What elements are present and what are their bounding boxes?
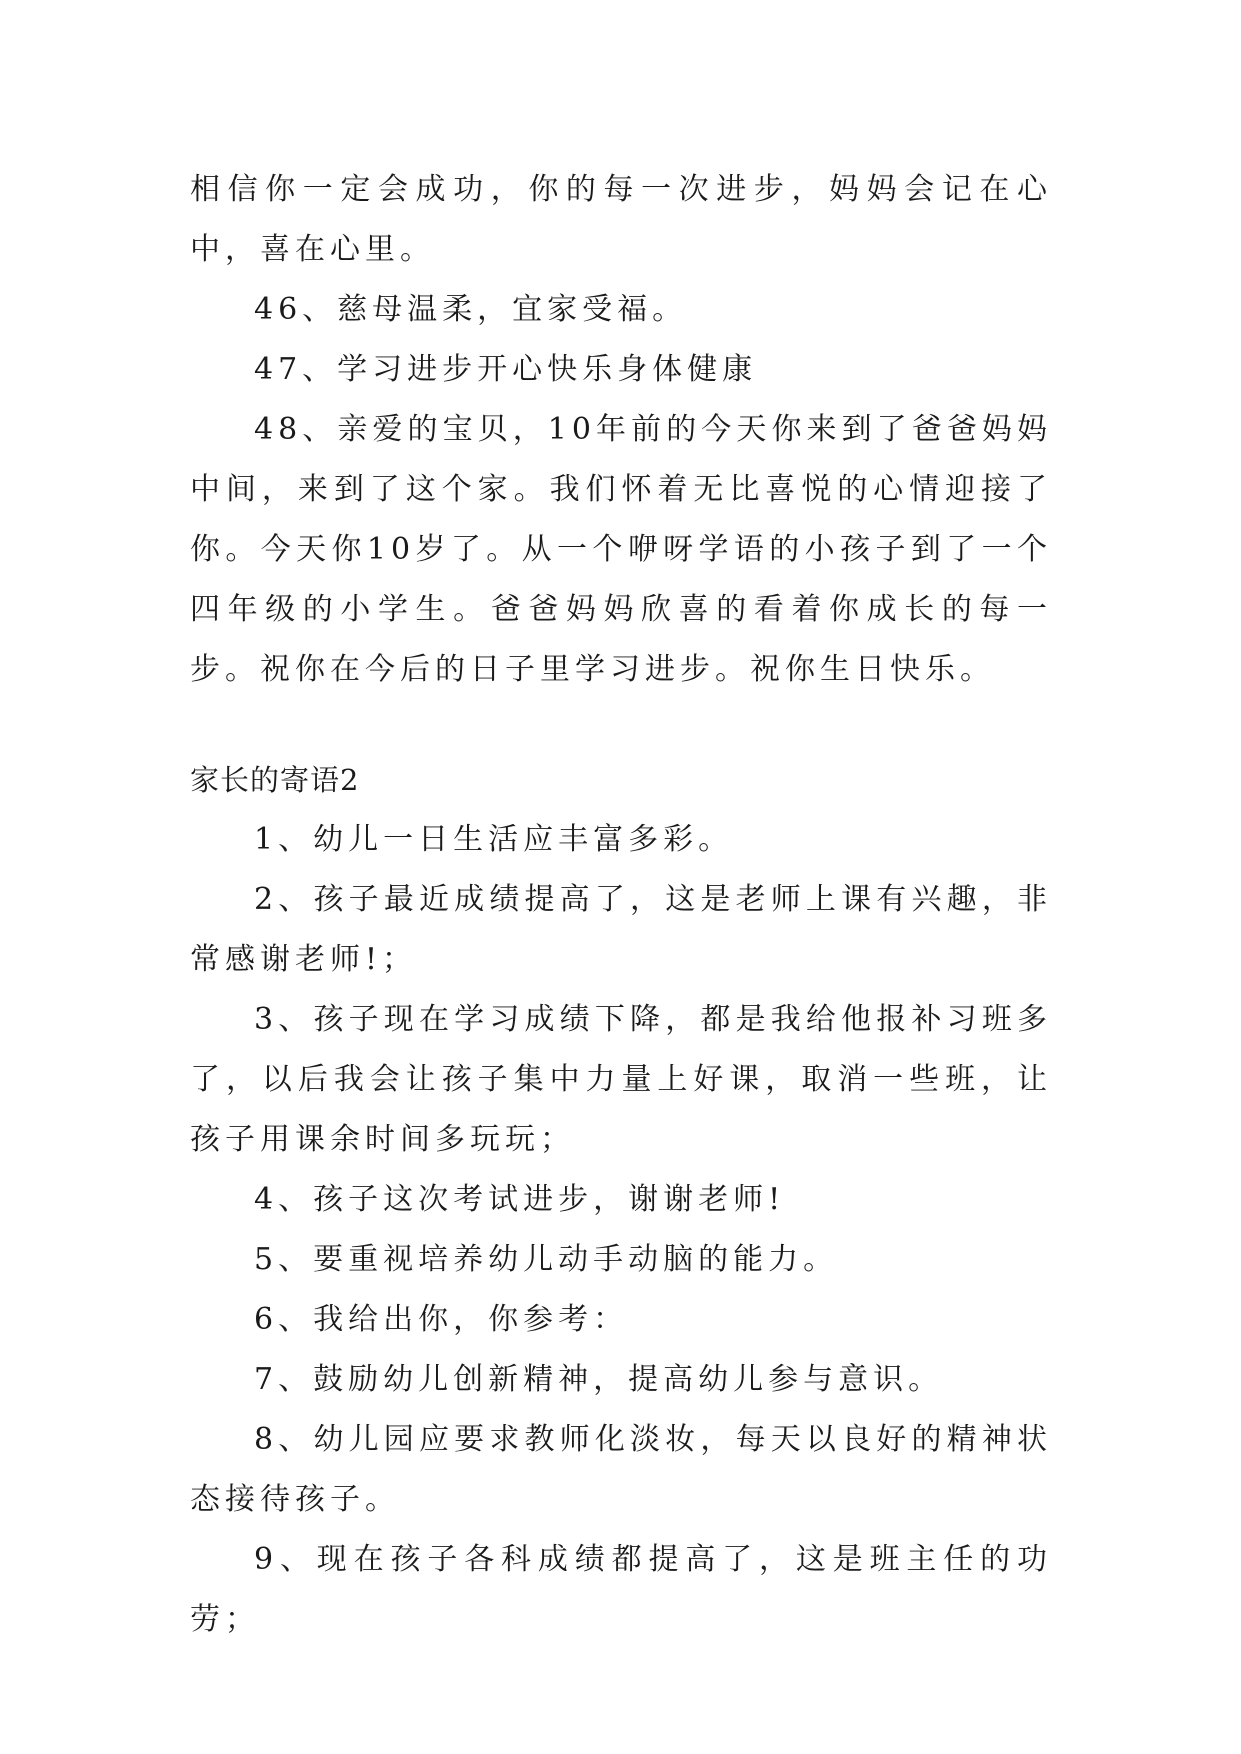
- item-1: 1、幼儿一日生活应丰富多彩。: [254, 822, 734, 857]
- item-2: 2、孩子最近成绩提高了，这是老师上课有兴趣，非常感谢老师!；: [190, 882, 1052, 977]
- item-47: 47、学习进步开心快乐身体健康: [254, 352, 758, 387]
- item-48: 48、亲爱的宝贝，10年前的今天你来到了爸爸妈妈中间，来到了这个家。我们怀着无比喜悦的心情迎接了你。今天你10岁了。从一个咿呀学语的小孩子到了一个四年级的小学生。爸爸妈妈欣喜的看着你成长的每一步。祝你在今后的日子里学习进步。祝你生日快乐。: [190, 412, 1052, 687]
- item-7: 7、鼓励幼儿创新精神，提高幼儿参与意识。: [254, 1362, 944, 1397]
- document-page: [190, 160, 1052, 1650]
- item-3: 3、孩子现在学习成绩下降，都是我给他报补习班多了，以后我会让孩子集中力量上好课，取消一些班，让孩子用课余时间多玩玩；: [190, 1002, 1052, 1157]
- item-6: 6、我给出你，你参考：: [254, 1302, 629, 1337]
- item-4: 4、孩子这次考试进步，谢谢老师!: [254, 1182, 786, 1217]
- item-46: 46、慈母温柔，宜家受福。: [254, 292, 688, 327]
- section-heading: 家长的寄语2: [190, 763, 360, 797]
- item-5: 5、要重视培养幼儿动手动脑的能力。: [254, 1242, 839, 1277]
- continuation-paragraph: 相信你一定会成功，你的每一次进步，妈妈会记在心中，喜在心里。: [190, 172, 1052, 267]
- item-8: 8、幼儿园应要求教师化淡妆，每天以良好的精神状态接待孩子。: [190, 1422, 1052, 1517]
- item-9: 9、现在孩子各科成绩都提高了，这是班主任的功劳；: [190, 1542, 1052, 1637]
